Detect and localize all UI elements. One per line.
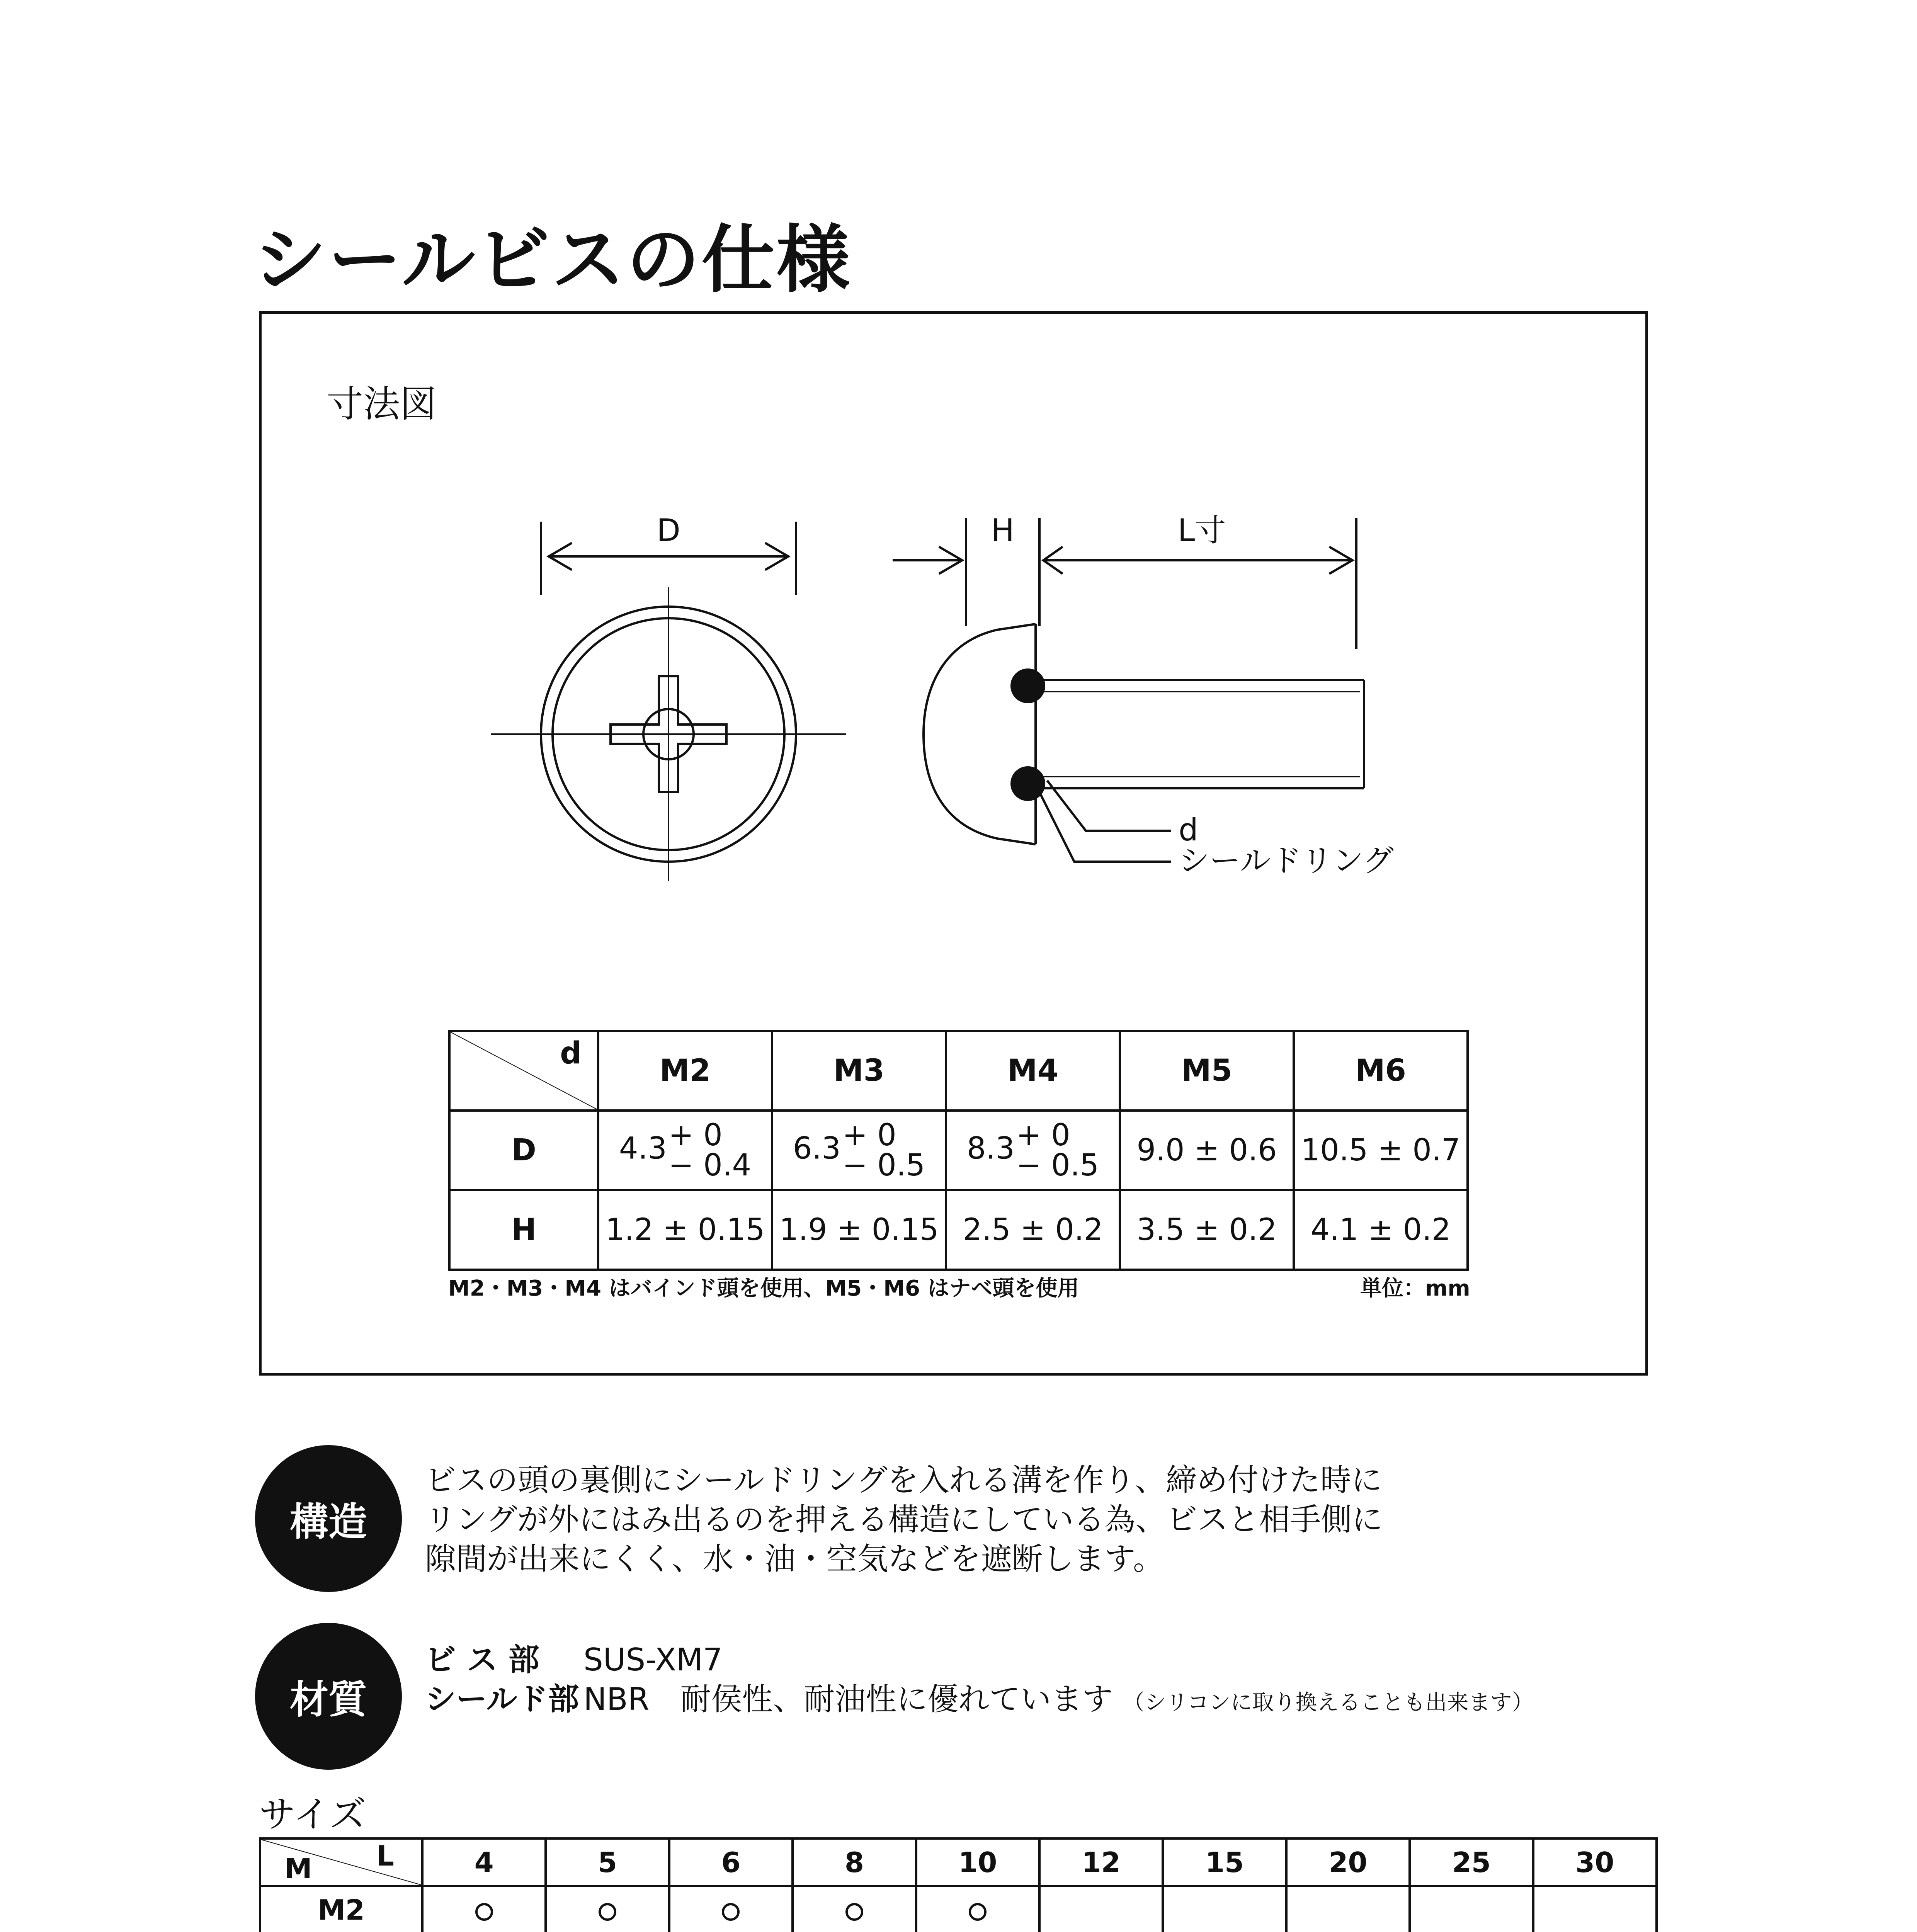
seal-ring-top [1010,668,1045,703]
tolerance-upper: + 0 [1016,1118,1070,1153]
size-cell [1039,1886,1163,1932]
material-shield-key: シールド部 [425,1681,579,1717]
dimension-column-header: M5 [1120,1031,1294,1111]
dimension-cell [946,1111,1120,1190]
tolerance-lower: − 0.4 [668,1148,752,1183]
label-d-diameter: D [657,512,680,548]
tolerance-lower: − 0.5 [842,1148,925,1183]
dimension-row-label: D [449,1111,598,1190]
dimension-tolerance [842,1118,925,1183]
dimension-base: 4.3 [619,1131,667,1166]
size-column-header: 10 [916,1838,1039,1886]
material-shield-note: （シリコンに取り換えることも出来ます） [1123,1690,1534,1715]
dimension-row-label: H [449,1190,598,1270]
seal-ring-bottom [1010,766,1045,801]
material-shield-row [425,1680,1534,1723]
size-cell [1410,1886,1533,1932]
structure-line: ビスの頭の裏側にシールドリングを入れる溝を作り、締め付けた時に [425,1462,1382,1498]
tolerance-upper: + 0 [668,1118,723,1153]
size-table [259,1837,1658,1932]
dimension-base: 6.3 [793,1131,841,1166]
size-cell [916,1886,1039,1932]
size-cell [422,1886,546,1932]
label-l-length: L寸 [1177,512,1226,548]
dimension-cell: 9.0 ± 0.6 [1120,1111,1294,1190]
tolerance-upper: + 0 [842,1118,896,1153]
dimension-header-row [449,1031,1468,1111]
size-column-header: 20 [1286,1838,1410,1886]
material-screw-row [425,1640,1534,1680]
dimension-column-header: M2 [598,1031,772,1111]
ring-leader [1039,792,1171,862]
structure-badge: 構造 [255,1445,402,1592]
size-cell [1533,1886,1657,1932]
material-shield-value: NBR 耐侯性、耐油性に優れています [583,1681,1113,1717]
size-column-header: 30 [1533,1838,1657,1886]
size-cell [669,1886,793,1932]
dimension-drawing [483,495,1488,900]
size-cell [546,1886,669,1932]
size-column-header: 12 [1039,1838,1163,1886]
size-column-header: 6 [669,1838,793,1886]
corner-label-l: L [376,1840,394,1872]
size-column-header: 4 [422,1838,546,1886]
stock-mark-icon [845,1903,863,1921]
dimension-column-header: M6 [1294,1031,1468,1111]
dimension-drawing-label: 寸法図 [327,383,437,425]
label-h-height: H [991,512,1015,548]
dimension-cell: 1.9 ± 0.15 [772,1190,946,1270]
material-screw-key: ビ ス 部 [425,1642,539,1678]
dimension-row [449,1111,1468,1190]
size-cell [793,1886,916,1932]
label-seal-ring: シールドリング [1179,843,1394,879]
dimension-cell: 4.1 ± 0.2 [1294,1190,1468,1270]
dimension-cell: 1.2 ± 0.15 [598,1190,772,1270]
material-badge: 材質 [255,1623,402,1770]
dimension-row [449,1190,1468,1270]
structure-description [425,1461,1383,1579]
dimension-table [448,1030,1469,1271]
dimension-cell [772,1111,946,1190]
dimension-cell [598,1111,772,1190]
tolerance-lower: − 0.5 [1016,1148,1099,1183]
dimension-tolerance [1016,1118,1099,1183]
dimension-base: 8.3 [966,1131,1015,1166]
corner-label-d: d [560,1036,582,1071]
corner-label-m: M [284,1852,312,1885]
dimension-note: M2・M3・M4 はバインド頭を使用、M5・M6 はナベ頭を使用 [448,1276,1079,1301]
size-column-header: 5 [546,1838,669,1886]
structure-line: リングが外にはみ出るのを押える構造にしている為、ビスと相手側に [425,1502,1383,1537]
stock-mark-icon [969,1903,987,1921]
dimension-cell: 2.5 ± 0.2 [946,1190,1120,1270]
size-corner-cell [260,1838,422,1886]
dimension-cell: 3.5 ± 0.2 [1120,1190,1294,1270]
dimension-corner-cell [449,1031,598,1111]
dimension-cell: 10.5 ± 0.7 [1294,1111,1468,1190]
size-row-label: M2 [260,1886,422,1932]
size-cell [1163,1886,1286,1932]
size-column-header: 25 [1410,1838,1533,1886]
size-column-header: 15 [1163,1838,1286,1886]
screw-head-profile [924,624,1036,844]
size-row [260,1886,1657,1932]
size-column-header: 8 [793,1838,916,1886]
page-title: シールビスの仕様 [253,217,852,303]
structure-line: 隙間が出来にくく、水・油・空気などを遮断します。 [425,1541,1164,1577]
stock-mark-icon [475,1903,493,1921]
dimension-tolerance [668,1118,752,1183]
size-label: サイズ [259,1793,366,1836]
label-d-small: d [1179,812,1198,848]
size-header-row [260,1838,1657,1886]
material-description [425,1640,1534,1723]
stock-mark-icon [722,1903,740,1921]
size-cell [1286,1886,1410,1932]
dimension-column-header: M3 [772,1031,946,1111]
stock-mark-icon [599,1903,616,1921]
material-screw-value: SUS-XM7 [583,1642,723,1678]
dimension-column-header: M4 [946,1031,1120,1111]
dimension-unit: 単位：mm [1360,1276,1470,1301]
